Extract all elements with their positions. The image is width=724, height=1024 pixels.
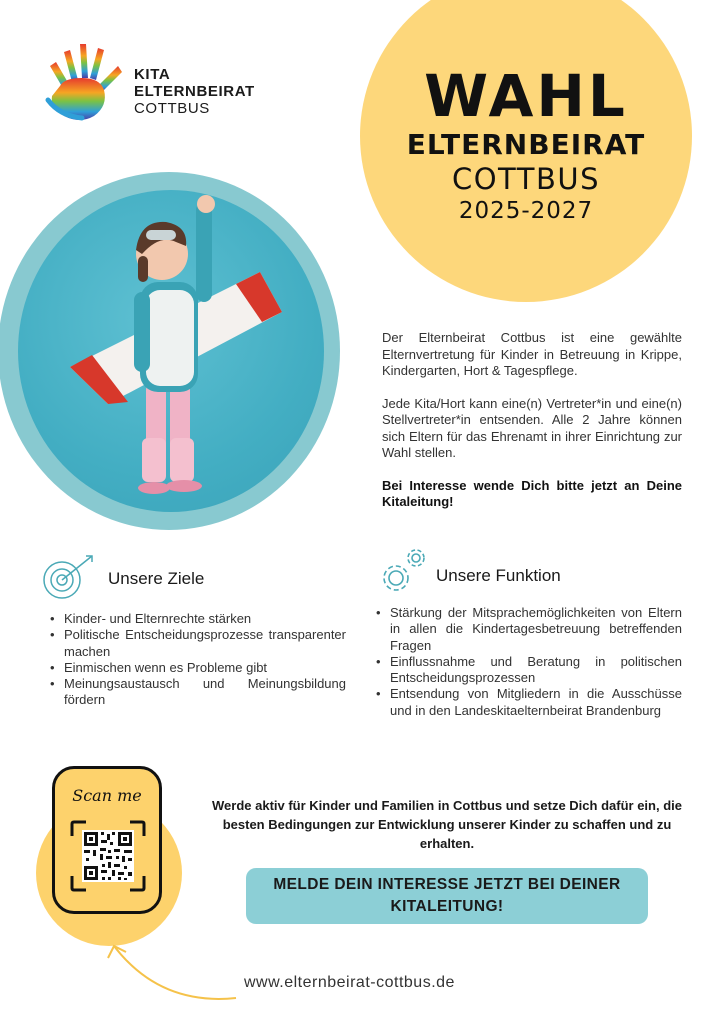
cta-text: Werde aktiv für Kinder und Familien in Cottbus und setze Dich dafür ein, die besten Bedingungen zur Entwicklung unserer Kinder zu schaffen und zu erhalten.: [212, 798, 682, 851]
qr-code-icon: [70, 820, 146, 892]
goals-item: • Meinungsaustausch und Meinungsbildung fördern: [48, 676, 346, 709]
intro-paragraph-1: Der Elternbeirat Cottbus ist eine gewählte Elternvertretung für Kinder in Betreuung in Krippe, Kindergarten, Hort & Tagespflege.: [382, 330, 682, 378]
function-item: • Entsendung von Mitgliedern in die Ausschüsse und in den Landeskitaelternbeirat Brandenburg: [374, 686, 682, 719]
goals-title: Unsere Ziele: [108, 569, 205, 588]
title-years: 2025-2027: [458, 198, 594, 224]
gears-icon: [380, 548, 428, 594]
logo-line-elternbeirat: ELTERNBEIRAT: [134, 83, 255, 100]
title-cottbus: COTTBUS: [451, 162, 601, 196]
intro-paragraph-3: Bei Interesse wende Dich bitte jetzt an Deine Kitaleitung!: [382, 477, 682, 509]
function-item: • Einflussnahme und Beratung in politischen Entscheidungsprozessen: [374, 654, 682, 687]
function-title: Unsere Funktion: [436, 566, 561, 585]
title-main: WAHL: [424, 62, 628, 130]
goals-header: [40, 552, 204, 600]
title-elternbeirat: ELTERNBEIRAT: [406, 128, 646, 161]
function-item: • Stärkung der Mitsprachemöglichkeiten von Eltern in allen die Kindertagesbetreuung betreffenden Fragen: [374, 605, 682, 654]
cta-banner: MELDE DEIN INTERESSE JETZT BEI DEINER KITALEITUNG!: [246, 868, 648, 924]
handprint-logo-icon: [42, 38, 132, 128]
logo-line-kita: KITA: [134, 66, 171, 83]
qr-code[interactable]: [70, 820, 146, 892]
scan-label: Scan me: [72, 786, 142, 805]
logo: [42, 38, 282, 128]
function-list: [374, 605, 682, 719]
goals-list: [48, 611, 346, 709]
logo-line-cottbus: COTTBUS: [134, 100, 210, 117]
intro-text: [382, 330, 682, 527]
target-icon: [40, 552, 98, 600]
child-photo: [0, 172, 340, 530]
function-header: [380, 548, 561, 594]
goals-item: • Einmischen wenn es Probleme gibt: [48, 660, 346, 676]
goals-item: • Kinder- und Elternrechte stärken: [48, 611, 346, 627]
website-link[interactable]: www.elternbeirat-cottbus.de: [244, 974, 455, 991]
intro-paragraph-2: Jede Kita/Hort kann eine(n) Vertreter*in und eine(n) Stellvertreter*in entsenden. Alle 2 Jahre können sich Eltern für das Ehrenamt in ihrer Einrichtung zur Wahl stellen.: [382, 395, 682, 460]
curved-arrow-icon: [100, 930, 240, 1010]
goals-item: • Politische Entscheidungsprozesse transparenter machen: [48, 627, 346, 660]
child-airplane-illustration: [0, 172, 340, 530]
